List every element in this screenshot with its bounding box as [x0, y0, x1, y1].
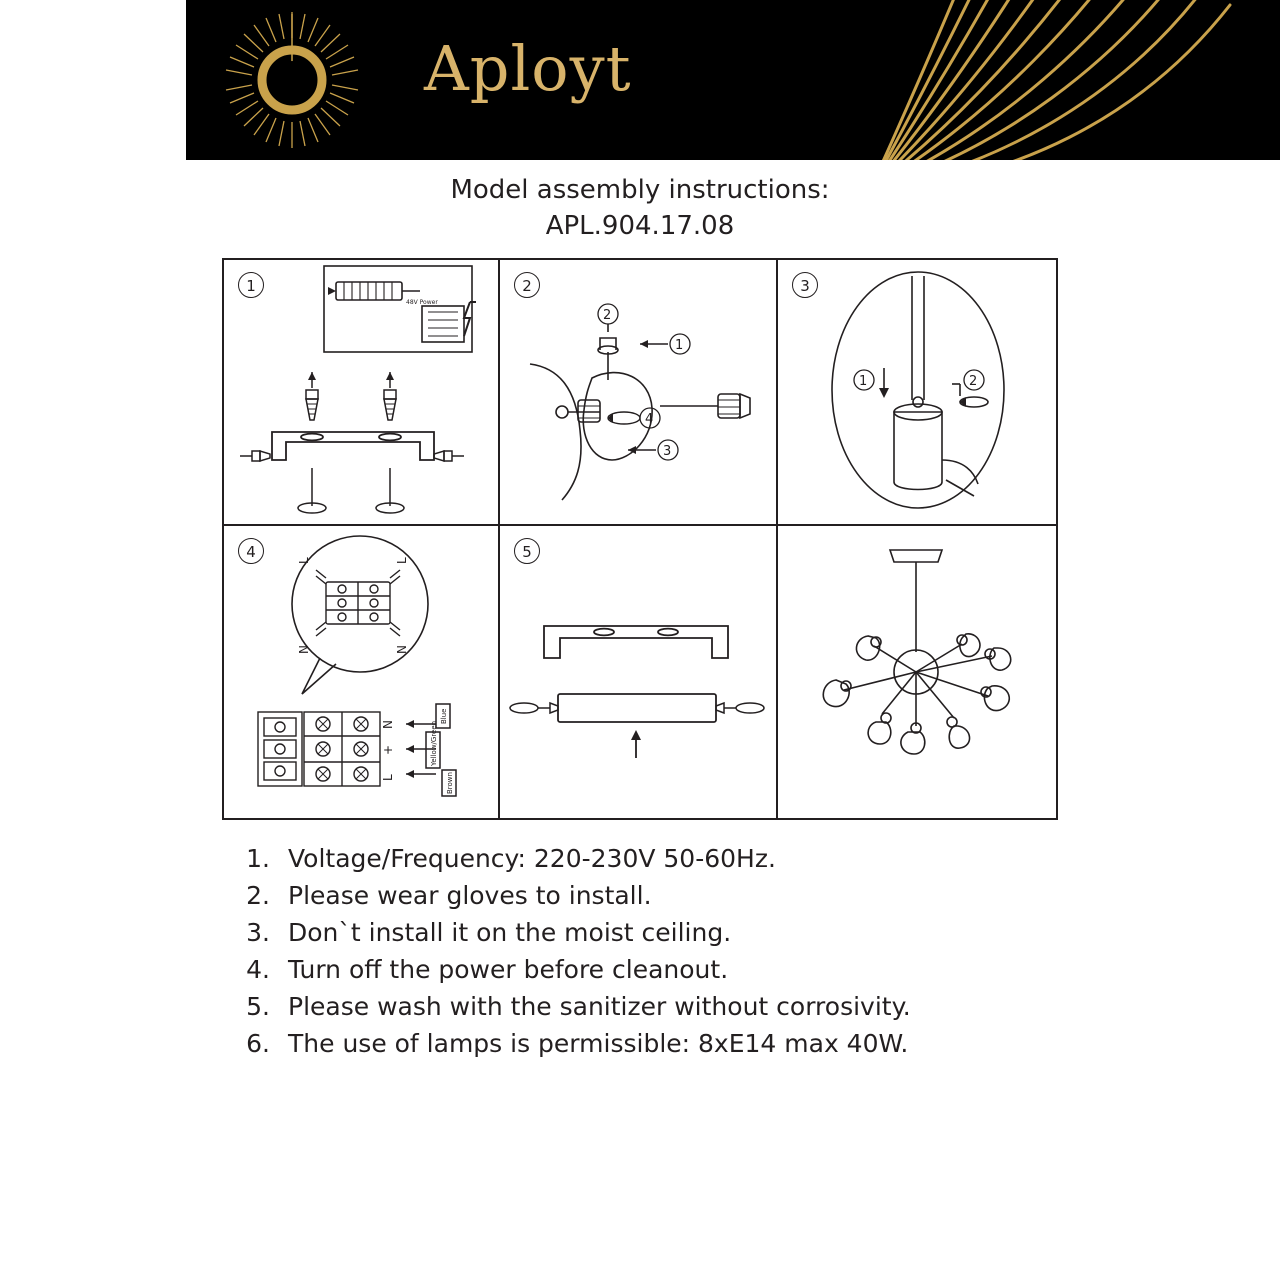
step-badge-1: 1 — [238, 272, 264, 298]
note-number: 5. — [246, 992, 270, 1021]
svg-text:L: L — [381, 774, 395, 781]
svg-text:+: + — [381, 744, 395, 755]
svg-text:N: N — [381, 720, 395, 729]
svg-text:Brown: Brown — [446, 772, 454, 794]
step-panel-3 — [778, 260, 1056, 526]
svg-text:1: 1 — [675, 338, 684, 353]
svg-text:1: 1 — [859, 374, 868, 389]
step-badge-3: 3 — [792, 272, 818, 298]
fan-rays-icon — [800, 0, 1280, 160]
svg-text:L: L — [297, 557, 311, 564]
svg-text:Blue: Blue — [440, 708, 448, 724]
step-panel-2 — [500, 260, 778, 526]
note-text: Please wash with the sanitizer without corrosivity. — [288, 992, 911, 1021]
title-line-1: Model assembly instructions: — [450, 175, 830, 205]
step-panel-4 — [224, 526, 500, 818]
final-product-panel — [778, 526, 1056, 818]
list-item — [222, 951, 1122, 988]
note-number: 3. — [246, 918, 270, 947]
sunburst-logo-icon — [222, 10, 362, 150]
chandelier-illustration — [778, 526, 1056, 818]
svg-text:N: N — [395, 645, 409, 654]
list-item — [222, 988, 1122, 1025]
note-text: Voltage/Frequency: 220-230V 50-60Hz. — [288, 844, 776, 873]
svg-text:Yellow/Green: Yellow/Green — [430, 720, 438, 766]
instruction-grid — [222, 258, 1058, 820]
svg-text:L: L — [395, 557, 409, 564]
note-number: 1. — [246, 844, 270, 873]
step-badge-4: 4 — [238, 538, 264, 564]
step-panel-5 — [500, 526, 778, 818]
list-item — [222, 914, 1122, 951]
list-item — [222, 877, 1122, 914]
header-banner — [186, 0, 1280, 160]
step-3-diagram — [778, 260, 1056, 526]
brand-wordmark: Aployt — [424, 32, 632, 105]
step-4-diagram — [224, 526, 500, 818]
page-title — [0, 172, 1280, 244]
list-item — [222, 1025, 1122, 1062]
note-number: 4. — [246, 955, 270, 984]
title-line-2: APL.904.17.08 — [545, 211, 735, 241]
list-item — [222, 840, 1122, 877]
notes-list — [222, 840, 1122, 1062]
svg-text:48V Power: 48V Power — [406, 299, 438, 306]
note-text: The use of lamps is permissible: 8xE14 max 40W. — [288, 1029, 909, 1058]
note-text: Turn off the power before cleanout. — [288, 955, 729, 984]
svg-text:3: 3 — [663, 444, 672, 459]
note-text: Please wear gloves to install. — [288, 881, 652, 910]
svg-text:2: 2 — [969, 374, 978, 389]
svg-text:N: N — [297, 645, 311, 654]
note-text: Don`t install it on the moist ceiling. — [288, 918, 732, 947]
step-badge-5: 5 — [514, 538, 540, 564]
svg-text:4: 4 — [645, 412, 654, 427]
step-1-diagram — [224, 260, 500, 526]
svg-text:2: 2 — [603, 308, 612, 323]
step-badge-2: 2 — [514, 272, 540, 298]
step-panel-1 — [224, 260, 500, 526]
note-number: 6. — [246, 1029, 270, 1058]
step-2-diagram — [500, 260, 778, 526]
step-5-diagram — [500, 526, 778, 818]
note-number: 2. — [246, 881, 270, 910]
